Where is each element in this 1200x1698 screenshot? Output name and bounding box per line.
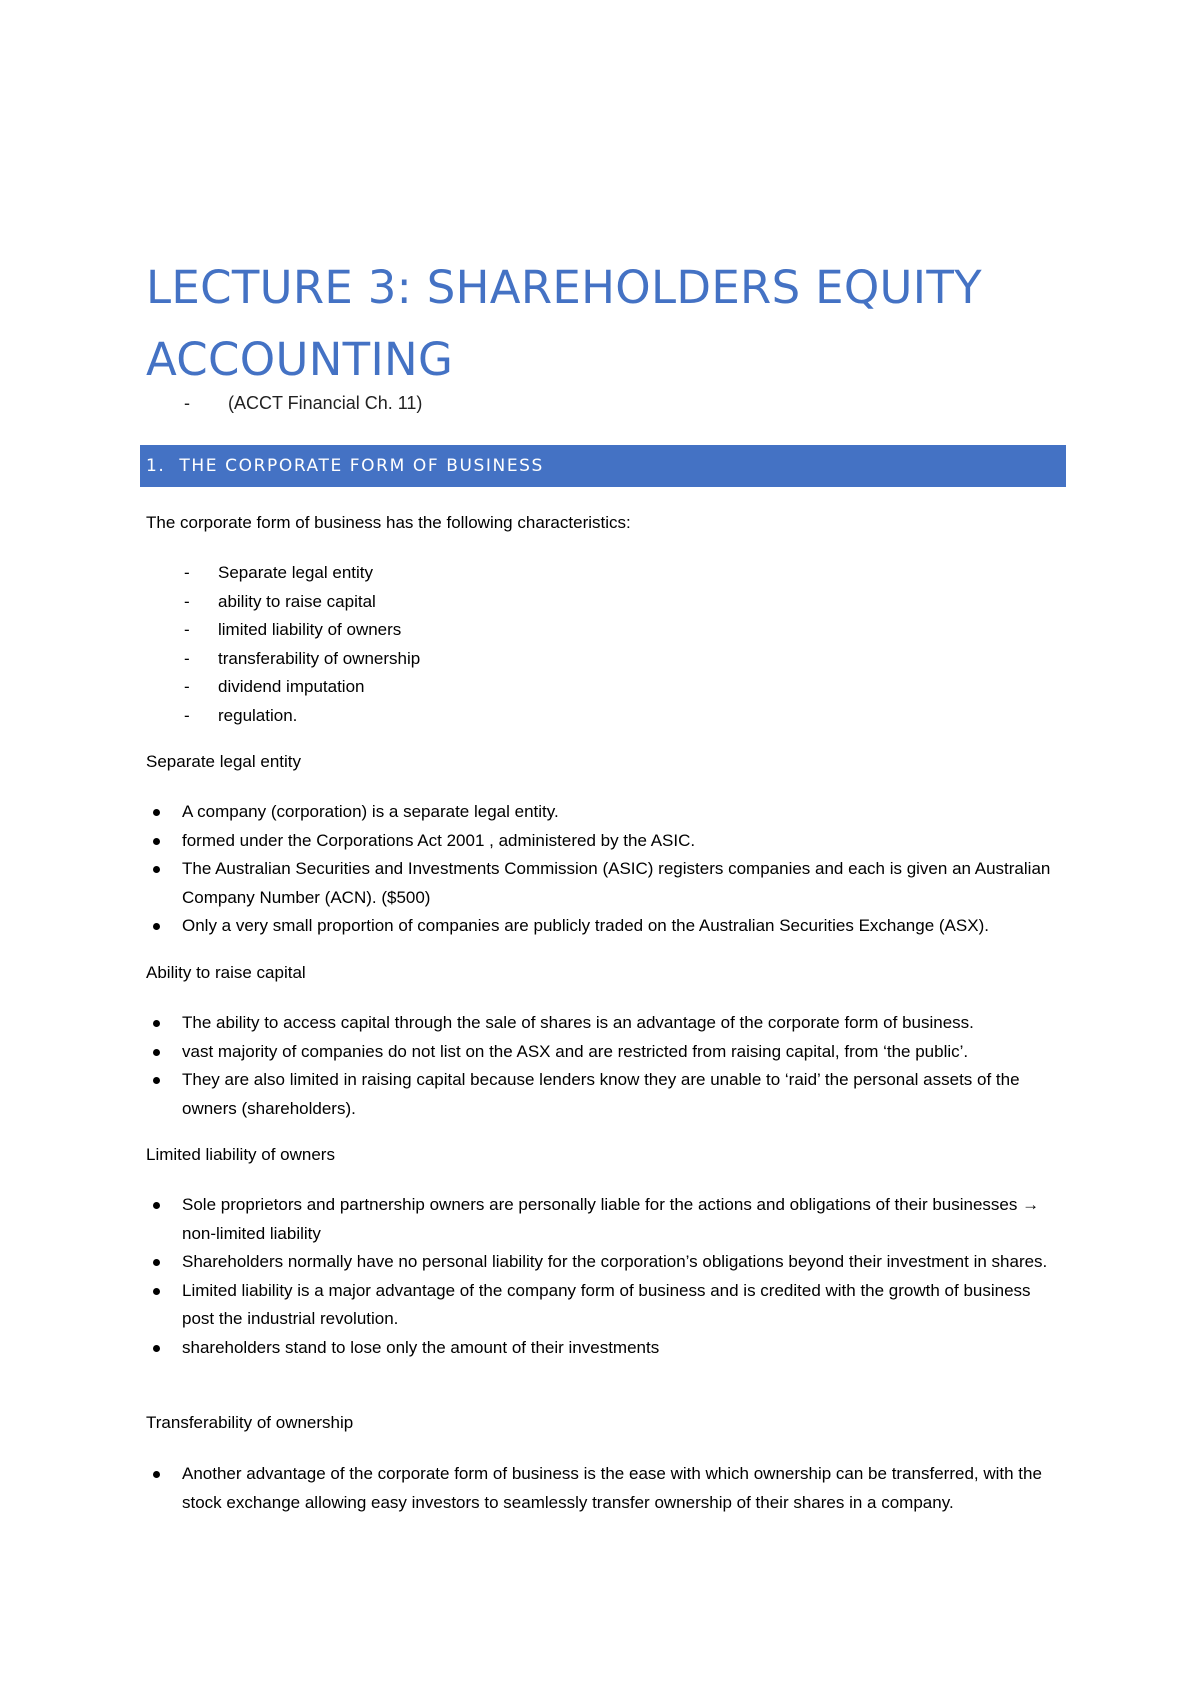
list-item <box>184 616 420 645</box>
list-item <box>184 702 420 731</box>
subsection-heading-limited-liability: Limited liability of owners <box>146 1145 335 1164</box>
dash-marker: - <box>184 677 190 697</box>
bullet-item: Another advantage of the corporate form of business is the ease with which ownership can be transferred, with the stock exchange allowing easy investors to seamlessly transfer ownership of their shares in a company. <box>146 1460 1066 1517</box>
dash-marker: - <box>184 563 190 582</box>
characteristics-list <box>184 559 420 731</box>
dash-marker: - <box>184 648 190 668</box>
section-number: 1. <box>146 456 166 476</box>
dash-marker: - <box>184 705 190 725</box>
list-item-text: Separate legal entity <box>218 563 373 582</box>
bullet-item: The Australian Securities and Investments Commission (ASIC) registers companies and each is given an Australian Company Number (ACN). ($500) <box>146 855 1066 912</box>
list-item-text: dividend imputation <box>218 677 365 697</box>
list-item-text: transferability of ownership <box>218 648 421 668</box>
subtitle-marker: - <box>184 393 190 413</box>
list-item-text: limited liability of owners <box>218 620 402 640</box>
bullet-list-transferability <box>146 1460 1066 1517</box>
list-item <box>184 645 420 674</box>
subsection-heading-separate-legal-entity: Separate legal entity <box>146 752 301 771</box>
page-title: LECTURE 3: SHAREHOLDERS EQUITY ACCOUNTING <box>146 261 982 387</box>
bullet-item: The ability to access capital through the sale of shares is an advantage of the corporate form of business. <box>146 1009 1066 1038</box>
bullet-item: A company (corporation) is a separate legal entity. <box>146 798 1066 827</box>
section-label: THE CORPORATE FORM OF BUSINESS <box>179 456 544 476</box>
bullet-list-ability-to-raise-capital <box>146 1009 1066 1123</box>
list-item <box>184 673 420 702</box>
subtitle: (ACCT Financial Ch. 11) <box>228 393 423 413</box>
list-item <box>184 559 420 588</box>
bullet-item: Shareholders normally have no personal liability for the corporation’s obligations beyond their investment in shares. <box>146 1248 1066 1277</box>
bullet-list-separate-legal-entity <box>146 798 1066 941</box>
subtitle-row <box>184 393 422 414</box>
bullet-item: vast majority of companies do not list on the ASX and are restricted from raising capital, from ‘the public’. <box>146 1038 1066 1067</box>
dash-marker: - <box>184 620 190 640</box>
list-item-text: ability to raise capital <box>218 591 376 611</box>
bullet-item: shareholders stand to lose only the amount of their investments <box>146 1334 1066 1363</box>
subsection-heading-transferability: Transferability of ownership <box>146 1413 354 1432</box>
list-item-text: regulation. <box>218 705 298 725</box>
bullet-item: formed under the Corporations Act 2001 , administered by the ASIC. <box>146 827 1066 856</box>
bullet-item: Sole proprietors and partnership owners are personally liable for the actions and obligations of their businesses → non-limited liability <box>146 1191 1066 1248</box>
intro-text: The corporate form of business has the following characteristics: <box>146 513 631 532</box>
bullet-item: Limited liability is a major advantage of the company form of business and is credited with the growth of business post the industrial revolution. <box>146 1277 1066 1334</box>
list-item <box>184 588 420 617</box>
section-heading-bar <box>140 445 1066 487</box>
dash-marker: - <box>184 591 190 611</box>
bullet-item: Only a very small proportion of companies are publicly traded on the Australian Securities Exchange (ASX). <box>146 912 1066 941</box>
bullet-list-limited-liability <box>146 1191 1066 1362</box>
bullet-item: They are also limited in raising capital because lenders know they are unable to ‘raid’ the personal assets of the owners (shareholders). <box>146 1066 1066 1123</box>
subsection-heading-ability-to-raise-capital: Ability to raise capital <box>146 963 306 982</box>
